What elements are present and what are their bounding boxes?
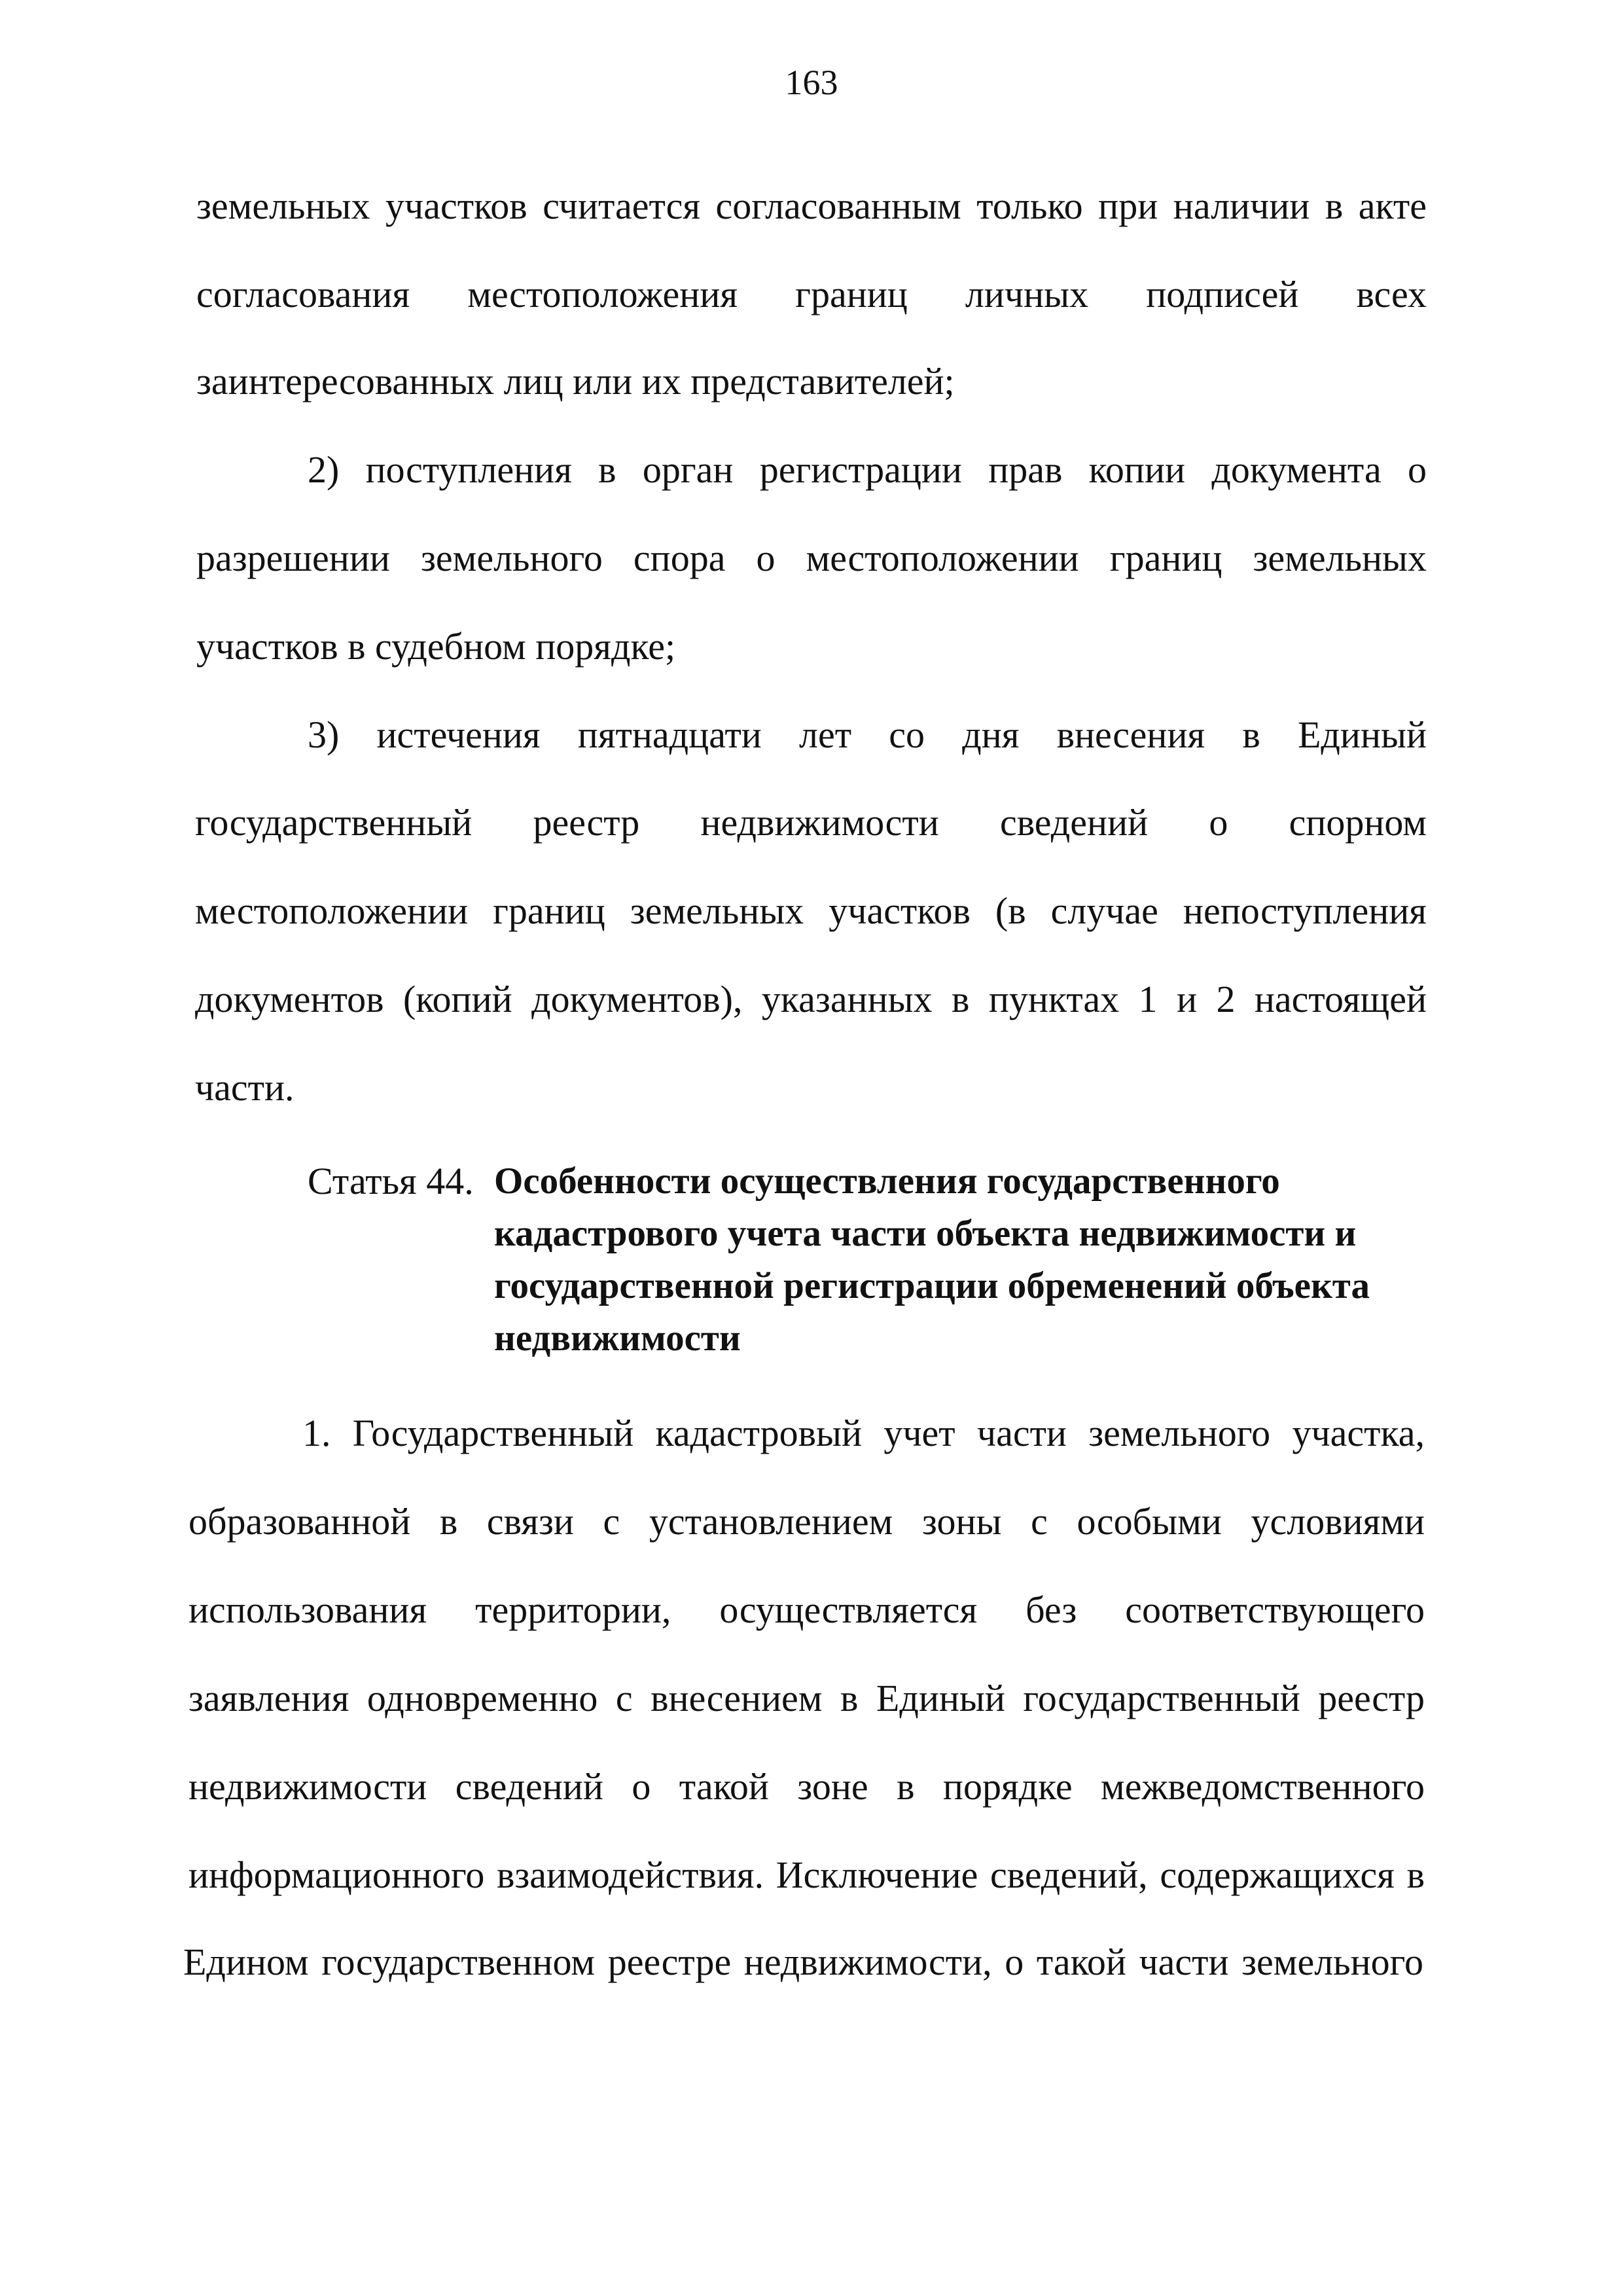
paragraph-line: образованной в связи с установлением зоны с особыми условиями	[188, 1500, 1425, 1543]
paragraph-line: земельных участков считается согласованным только при наличии в акте	[196, 185, 1427, 227]
article-title-line: недвижимости	[494, 1318, 741, 1359]
paragraph-line: государственный реестр недвижимости сведений о спорном	[195, 801, 1427, 844]
page-number: 163	[785, 63, 838, 102]
paragraph-line: части.	[195, 1066, 294, 1109]
paragraph-line: участков в судебном порядке;	[196, 625, 676, 668]
paragraph-line: 2) поступления в орган регистрации прав копии документа о	[308, 448, 1427, 491]
paragraph-line: местоположении границ земельных участков (в случае непоступления	[195, 889, 1427, 932]
paragraph-line: заявления одновременно с внесением в Единый государственный реестр	[188, 1677, 1425, 1719]
article-title-line: государственной регистрации обременений объекта	[494, 1265, 1370, 1306]
paragraph-line: информационного взаимодействия. Исключение сведений, содержащихся в	[188, 1854, 1425, 1896]
article-title-line: Особенности осуществления государственного	[494, 1160, 1280, 1202]
paragraph-line: 3) истечения пятнадцати лет со дня внесения в Единый	[308, 713, 1427, 756]
paragraph-line: 1. Государственный кадастровый учет части земельного участка,	[302, 1412, 1425, 1454]
paragraph-line: заинтересованных лиц или их представителей;	[196, 360, 955, 403]
paragraph-line: использования территории, осуществляется без соответствующего	[188, 1588, 1425, 1631]
paragraph-line: недвижимости сведений о такой зоне в порядке межведомственного	[188, 1765, 1425, 1808]
paragraph-line: разрешении земельного спора о местоположении границ земельных	[196, 537, 1427, 579]
paragraph-line: согласования местоположения границ личных подписей всех	[196, 273, 1427, 315]
paragraph-line: документов (копий документов), указанных в пунктах 1 и 2 настоящей	[195, 978, 1427, 1020]
paragraph-line: Едином государственном реестре недвижимости, о такой части земельного	[183, 1941, 1423, 1983]
article-title-line: кадастрового учета части объекта недвижимости и	[494, 1213, 1357, 1254]
article-number: Статья 44.	[308, 1160, 474, 1202]
